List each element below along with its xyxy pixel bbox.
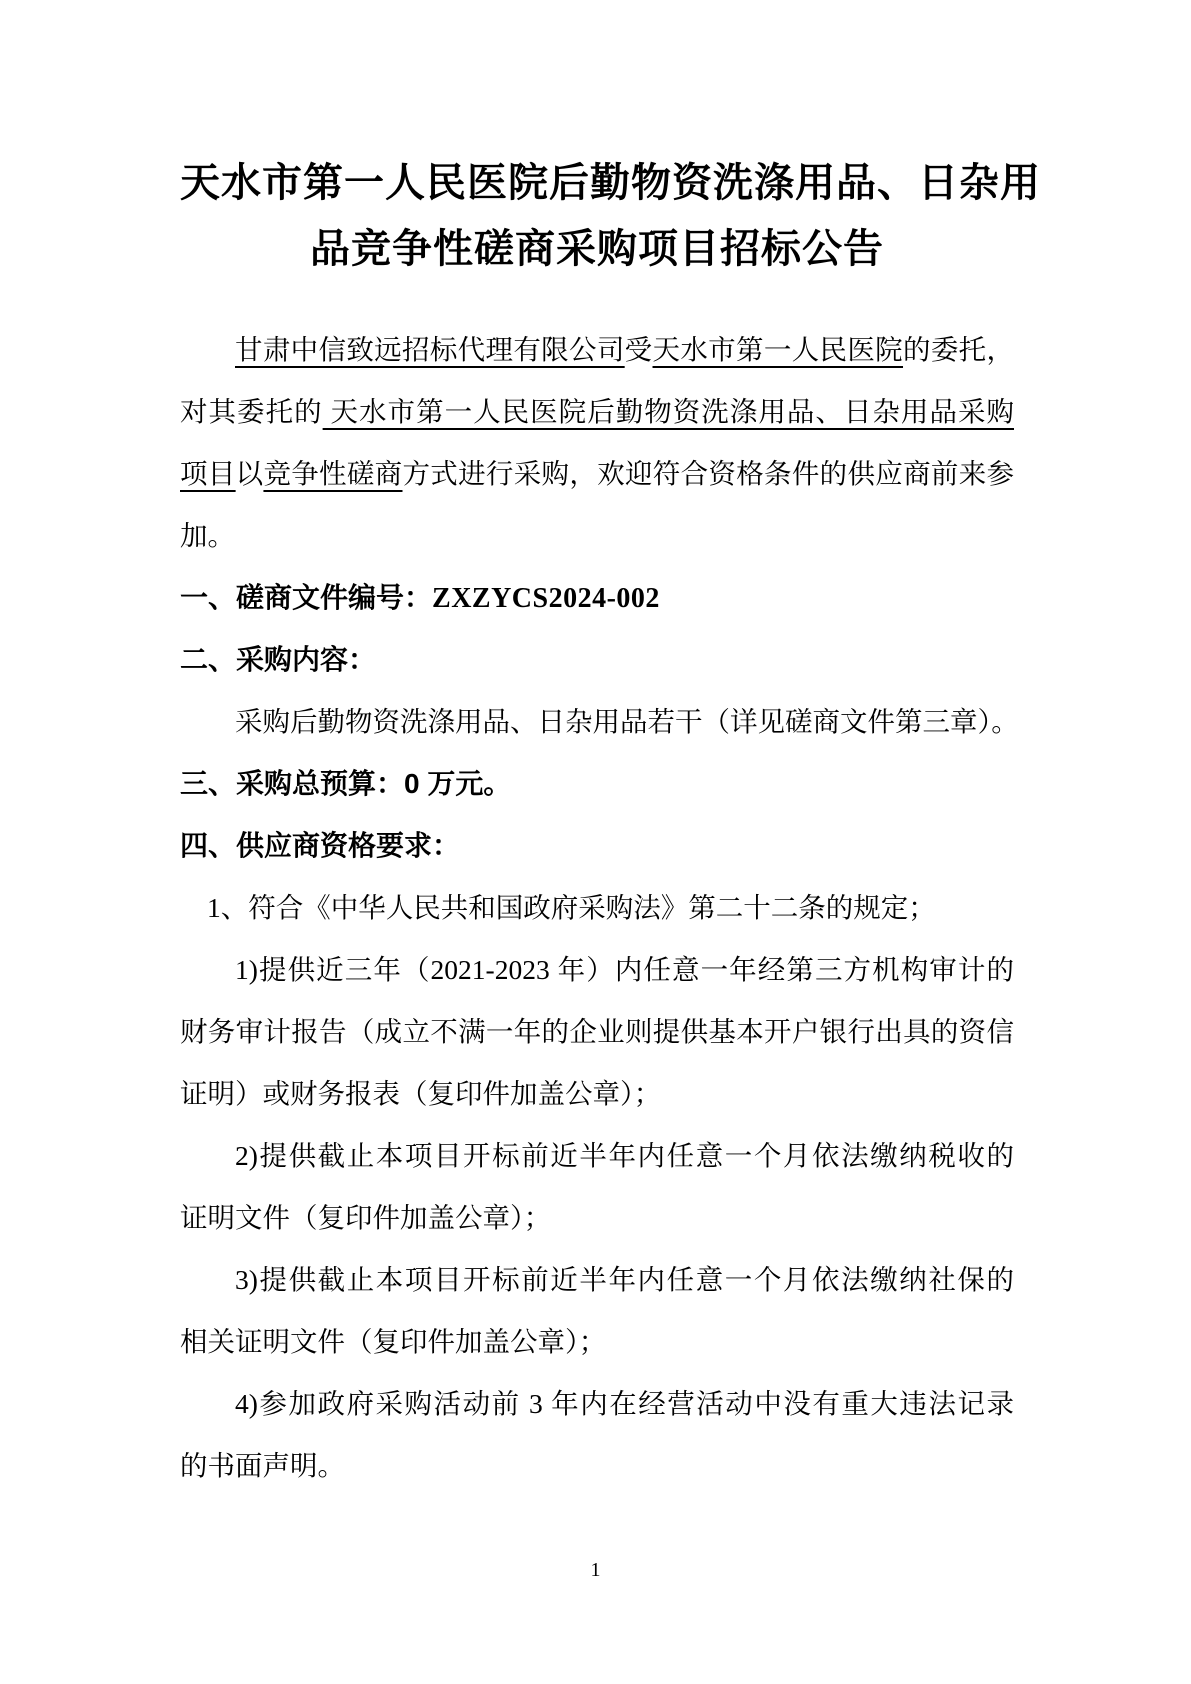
intro-line-3 <box>180 443 1014 505</box>
requirement-sub4-line-2: 的书面声明。 <box>180 1450 345 1481</box>
section-heading-2: 二、采购内容： <box>180 644 377 675</box>
intro-text: 受 <box>624 334 653 365</box>
document-body <box>180 319 1019 1497</box>
requirement-sub2-line-1: 2)提供截止本项目开标前近半年内任意一个月依法缴纳税收的 <box>235 1140 1014 1171</box>
requirement-sub3-line-2: 相关证明文件（复印件加盖公章）； <box>180 1326 607 1357</box>
section-heading-3: 三、采购总预算：0 万元。 <box>180 768 512 799</box>
intro-line-2 <box>180 381 1014 443</box>
document-code: ZXZYCS2024-002 <box>432 583 660 614</box>
document-title <box>180 150 1041 282</box>
requirement-sub1-line-1: 1)提供近三年（2021-2023 年）内任意一年经第三方机构审计的 <box>235 954 1014 985</box>
intro-text: 以 <box>235 458 264 489</box>
title-line-1: 天水市第一人民医院后勤物资洗涤用品、日杂用 <box>180 161 1041 205</box>
hospital-name-underlined: 天水市第一人民医院 <box>652 334 904 365</box>
agency-name-underlined: 甘肃中信致远招标代理有限公司 <box>235 334 625 365</box>
section-1-label: 一、磋商文件编号： <box>180 582 433 613</box>
section-heading-4: 四、供应商资格要求： <box>180 830 461 861</box>
intro-text: 加。 <box>180 520 235 551</box>
requirement-item-1: 1、符合《中华人民共和国政府采购法》第二十二条的规定； <box>207 892 936 923</box>
document-content <box>180 150 1041 1497</box>
title-line-2: 品竞争性磋商采购项目招标公告 <box>310 227 884 271</box>
page-number: 1 <box>590 1559 601 1581</box>
requirement-sub2-line-2: 证明文件（复印件加盖公章）； <box>180 1202 552 1233</box>
project-name-underlined: 天水市第一人民医院后勤物资洗涤用品、日杂用品采购 <box>322 396 1014 427</box>
project-name-underlined: 项目 <box>180 458 236 489</box>
intro-line-4 <box>180 505 1014 567</box>
intro-text: 的委托， <box>903 334 1015 365</box>
requirement-sub3-line-1: 3)提供截止本项目开标前近半年内任意一个月依法缴纳社保的 <box>235 1264 1014 1295</box>
intro-line-1 <box>180 319 1014 381</box>
requirement-sub1-line-2: 财务审计报告（成立不满一年的企业则提供基本开户银行出具的资信 <box>180 1016 1014 1047</box>
intro-text: 方式进行采购，欢迎符合资格条件的供应商前来参 <box>402 458 1015 489</box>
section-heading-1 <box>180 567 1014 629</box>
intro-text: 对其委托的 <box>180 396 323 427</box>
requirement-sub4-line-1: 4)参加政府采购活动前 3 年内在经营活动中没有重大违法记录 <box>235 1388 1014 1419</box>
requirement-sub1-line-3: 证明）或财务报表（复印件加盖公章）； <box>180 1078 662 1109</box>
procurement-method-underlined: 竞争性磋商 <box>263 458 403 489</box>
section-2-body: 采购后勤物资洗涤用品、日杂用品若干（详见磋商文件第三章）。 <box>235 706 1019 737</box>
